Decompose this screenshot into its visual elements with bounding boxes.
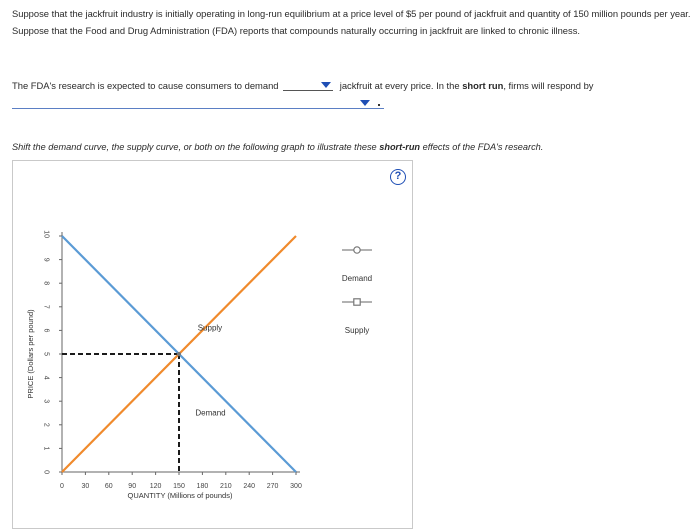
- x-tick-label: 60: [104, 483, 113, 490]
- x-tick-label: 240: [243, 483, 256, 490]
- x-tick-label: 150: [173, 483, 185, 490]
- x-axis-label: QUANTITY (Millions of pounds): [127, 491, 233, 500]
- y-tick-label: 0: [42, 470, 50, 474]
- legend-supply-marker[interactable]: [354, 299, 360, 305]
- question-suffix: , firms will respond by: [503, 80, 594, 91]
- x-tick-label: 90: [128, 483, 137, 490]
- question-prefix: The FDA's research is expected to cause consumers to demand: [12, 80, 279, 91]
- y-tick-label: 1: [42, 446, 50, 451]
- x-tick-label: 120: [149, 483, 162, 490]
- y-tick-label: 4: [42, 375, 50, 380]
- supply-curve-label: Supply: [197, 323, 223, 333]
- y-tick-label: 9: [42, 257, 50, 262]
- question-bold: short run: [462, 80, 504, 91]
- instruction-bold: short-run: [379, 142, 421, 152]
- x-tick-label: 180: [196, 483, 209, 490]
- equilibrium-point: [177, 352, 181, 356]
- x-tick-label: 210: [219, 483, 232, 490]
- y-tick-label: 5: [42, 352, 50, 356]
- y-tick-label: 7: [42, 304, 50, 309]
- x-tick-label: 30: [81, 483, 90, 490]
- y-tick-label: 8: [42, 281, 50, 286]
- x-tick-label: 270: [266, 483, 279, 490]
- instruction-suffix: effects of the FDA's research.: [422, 142, 544, 152]
- y-tick-label: 6: [42, 328, 50, 333]
- legend-demand-label: Demand: [341, 274, 373, 283]
- x-tick-label: 300: [290, 483, 302, 490]
- x-tick-label: 0: [60, 483, 64, 490]
- question-middle: jackfruit at every price. In the: [339, 80, 460, 91]
- help-icon[interactable]: ?: [390, 169, 406, 185]
- y-axis-label: PRICE (Dollars per pound): [26, 309, 35, 399]
- y-tick-label: 3: [42, 399, 50, 404]
- legend-demand-marker[interactable]: [354, 247, 360, 253]
- y-tick-label: 2: [42, 422, 50, 427]
- legend-supply-label: Supply: [344, 326, 370, 335]
- instruction-prefix: Shift the demand curve, the supply curve, or both on the following graph to illustrate these: [12, 142, 377, 152]
- y-tick-label: 10: [42, 230, 50, 238]
- problem-statement-text: Suppose that the jackfruit industry is initially operating in long-run equilibrium at a price level of $5 per pound of jackfruit and quantity of 150 million pounds per year. Suppose that the Food and Drug Administration (FDA) reports that compounds naturally occurring in jackfruit are linked to chronic illness.: [12, 8, 691, 36]
- demand-curve-label: Demand: [195, 408, 226, 418]
